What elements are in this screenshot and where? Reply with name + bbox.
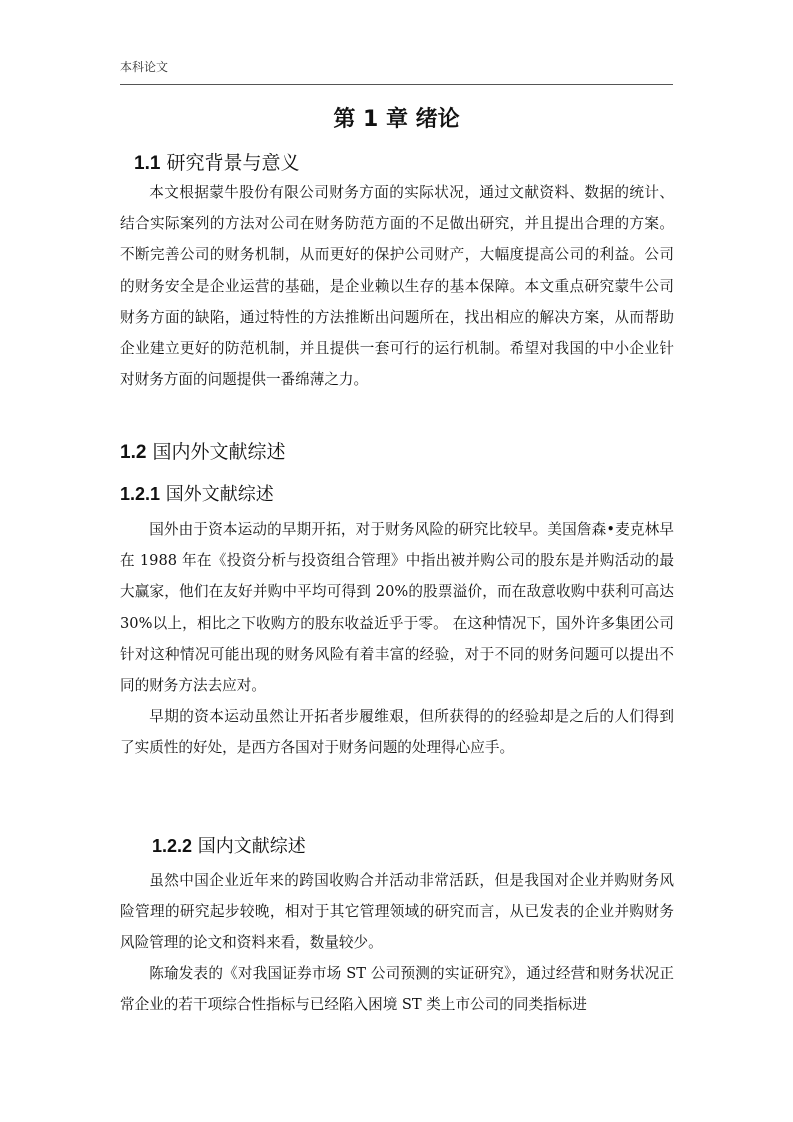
subsection-title: 国外文献综述 bbox=[165, 484, 274, 505]
body-paragraph: 虽然中国企业近年来的跨国收购合并活动非常活跃，但是我国对企业并购财务风险管理的研究起步较晚，相对于其它管理领域的研究而言，从已发表的企业并购财务风险管理的论文和资料来看，数量较少。 bbox=[120, 872, 674, 952]
header-divider bbox=[120, 84, 673, 85]
section-heading-1-1 bbox=[134, 148, 299, 175]
body-paragraph: 国外由于资本运动的早期开拓，对于财务风险的研究比较早。美国詹森•麦克林早在 1988 年在《投资分析与投资组合管理》中指出被并购公司的股东是并购活动的最大赢家，他们在友好并购中平均可得到 20%的股票溢价，而在敌意收购中获利可高达 30%以上，相比之下收购方的股东收益近乎于零。 在这种情况下，国外许多集团公司针对这种情况可能出现的财务风险有着丰富的经验，对于不同的财务问题可以提出不同的财务方法去应对。 bbox=[120, 521, 674, 695]
subsection-heading-1-2-2 bbox=[152, 832, 306, 858]
section-number: 1.2 bbox=[120, 442, 147, 463]
chapter-title: 第 1 章 绪论 bbox=[333, 107, 460, 132]
section-title: 国内外文献综述 bbox=[152, 441, 286, 463]
section-title: 研究背景与意义 bbox=[166, 152, 300, 174]
subsection-heading-1-2-1 bbox=[120, 480, 274, 506]
section-number: 1.1 bbox=[134, 153, 161, 174]
subsection-number: 1.2.1 bbox=[120, 484, 161, 504]
body-paragraph: 陈瑜发表的《对我国证券市场 ST 公司预测的实证研究》，通过经营和财务状况正常企业的若干项综合性指标与已经陷入困境 ST 类上市公司的同类指标进 bbox=[120, 965, 674, 1014]
running-header: 本科论文 bbox=[120, 60, 169, 74]
body-paragraph: 早期的资本运动虽然让开拓者步履维艰，但所获得的的经验却是之后的人们得到了实质性的好处，是西方各国对于财务问题的处理得心应手。 bbox=[120, 708, 674, 757]
section-heading-1-2 bbox=[120, 437, 285, 464]
subsection-number: 1.2.2 bbox=[152, 836, 193, 856]
subsection-title: 国内文献综述 bbox=[197, 836, 306, 857]
body-paragraph: 本文根据蒙牛股份有限公司财务方面的实际状况，通过文献资料、数据的统计、结合实际案列的方法对公司在财务防范方面的不足做出研究，并且提出合理的方案。不断完善公司的财务机制，从而更好的保护公司财产，大幅度提高公司的利益。公司的财务安全是企业运营的基础，是企业赖以生存的基本保障。本文重点研究蒙牛公司财务方面的缺陷，通过特性的方法推断出问题所在，找出相应的解决方案，从而帮助企业建立更好的防范机制，并且提供一套可行的运行机制。希望对我国的中小企业针对财务方面的问题提供一番绵薄之力。 bbox=[120, 184, 674, 389]
